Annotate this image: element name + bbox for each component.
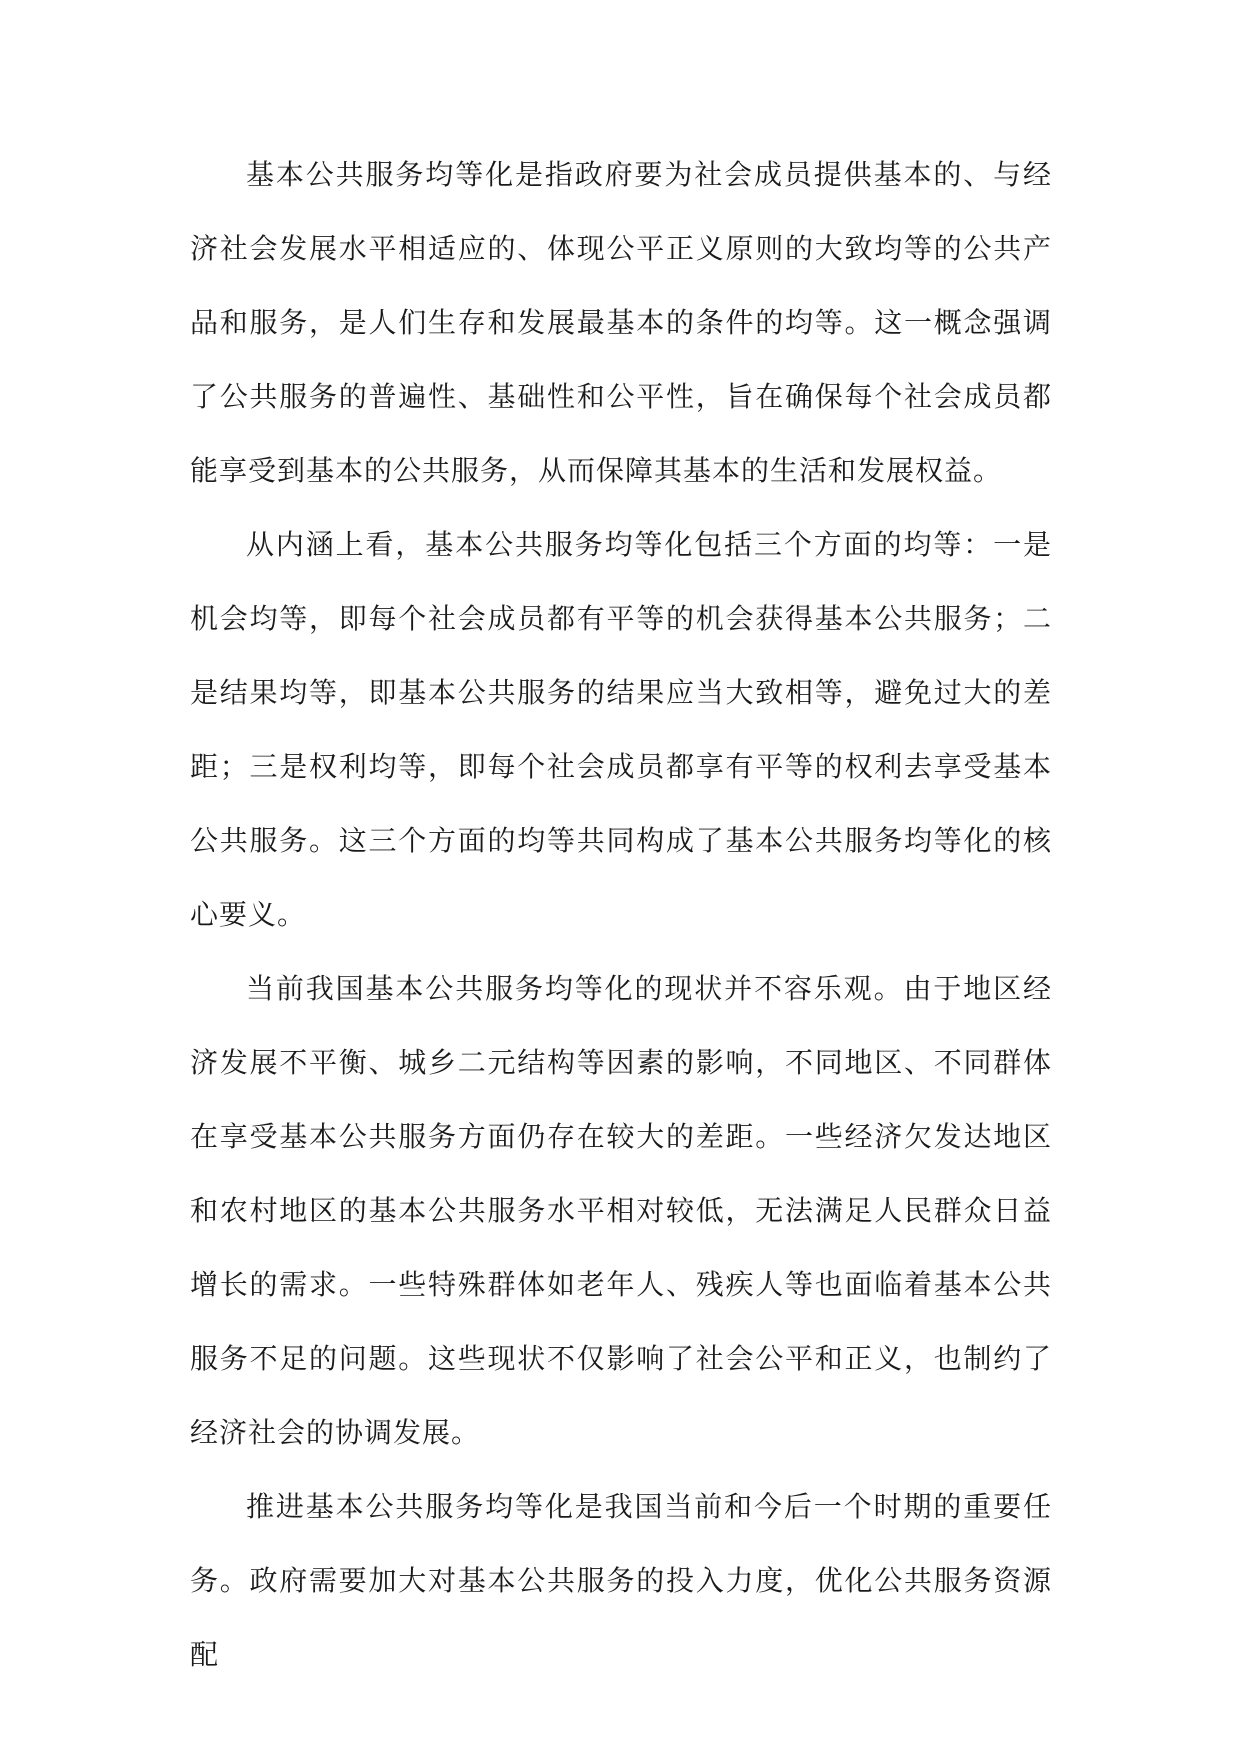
paragraph-connotation: 从内涵上看，基本公共服务均等化包括三个方面的均等：一是机会均等，即每个社会成员都有平等的机会获得基本公共服务；二是结果均等，即基本公共服务的结果应当大致相等，避免过大的差距；三是权利均等，即每个社会成员都享有平等的权利去享受基本公共服务。这三个方面的均等共同构成了基本公共服务均等化的核心要义。 (190, 528, 1052, 931)
paragraph-definition: 基本公共服务均等化是指政府要为社会成员提供基本的、与经济社会发展水平相适应的、体现公平正义原则的大致均等的公共产品和服务，是人们生存和发展最基本的条件的均等。这一概念强调了公共服务的普遍性、基础性和公平性，旨在确保每个社会成员都能享受到基本的公共服务，从而保障其基本的生活和发展权益。 (190, 158, 1052, 487)
paragraph-current-status: 当前我国基本公共服务均等化的现状并不容乐观。由于地区经济发展不平衡、城乡二元结构等因素的影响，不同地区、不同群体在享受基本公共服务方面仍存在较大的差距。一些经济欠发达地区和农村地区的基本公共服务水平相对较低，无法满足人民群众日益增长的需求。一些特殊群体如老年人、残疾人等也面临着基本公共服务不足的问题。这些现状不仅影响了社会公平和正义，也制约了经济社会的协调发展。 (190, 972, 1052, 1449)
document-body (190, 138, 1052, 1692)
paragraph-promotion: 推进基本公共服务均等化是我国当前和今后一个时期的重要任务。政府需要加大对基本公共服务的投入力度，优化公共服务资源配 (190, 1490, 1052, 1671)
